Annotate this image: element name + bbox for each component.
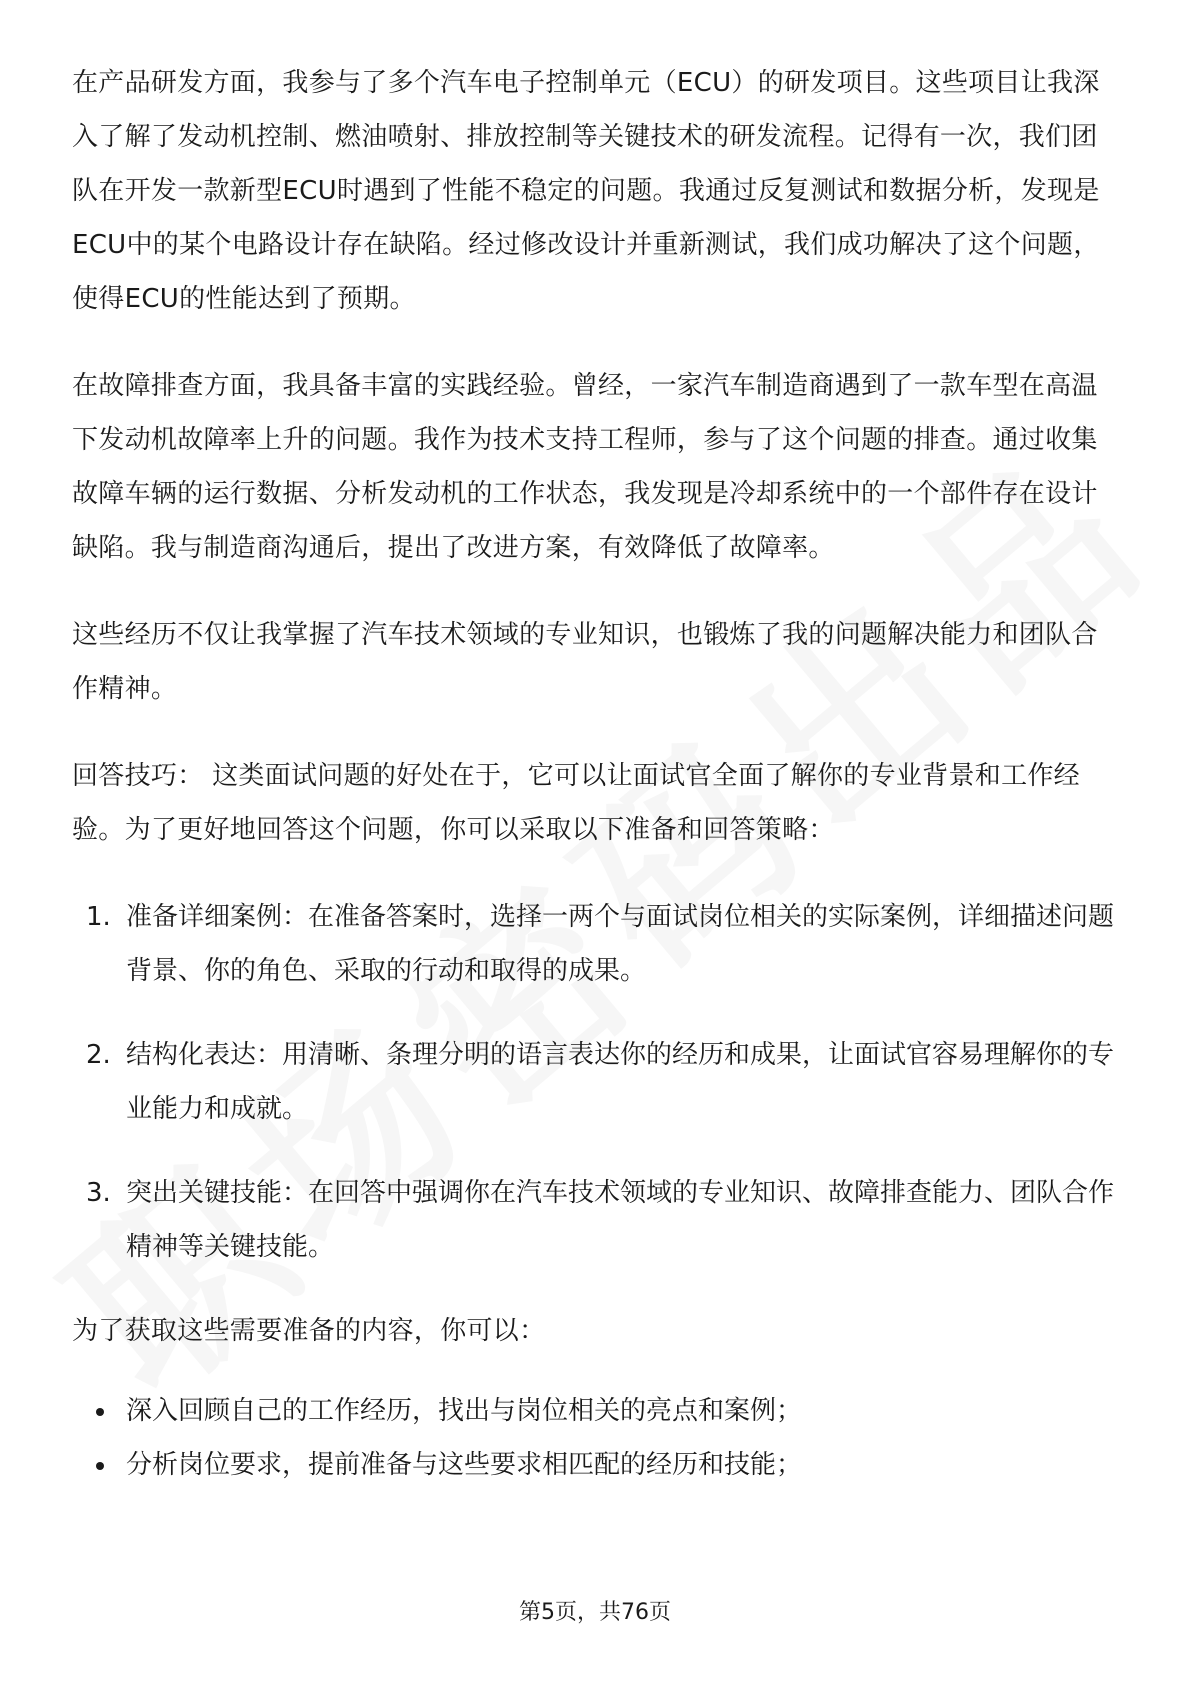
bullet-icon — [96, 1462, 104, 1470]
list-item — [72, 1384, 1122, 1438]
page-footer: 第5页，共76页 — [519, 1600, 671, 1625]
list-item-text: 准备详细案例：在准备答案时，选择一两个与面试岗位相关的实际案例，详细描述问题背景、你的角色、采取的行动和取得的成果。 — [126, 902, 1115, 986]
list-item — [72, 1028, 1122, 1136]
list-item — [72, 1166, 1122, 1274]
list-item-text: 结构化表达：用清晰、条理分明的语言表达你的经历和成果，让面试官容易理解你的专业能力和成就。 — [126, 1040, 1115, 1124]
list-number: 2. — [86, 1040, 111, 1070]
paragraph-answer-tips: 回答技巧： 这类面试问题的好处在于，它可以让面试官全面了解你的专业背景和工作经验。为了更好地回答这个问题，你可以采取以下准备和回答策略： — [72, 761, 1080, 845]
list-item-text: 分析岗位要求，提前准备与这些要求相匹配的经历和技能； — [126, 1450, 803, 1480]
list-item-text: 深入回顾自己的工作经历，找出与岗位相关的亮点和案例； — [126, 1396, 803, 1426]
list-number: 3. — [86, 1178, 111, 1208]
list-item — [72, 1438, 1122, 1492]
page-content — [72, 56, 1122, 1492]
list-item-text: 突出关键技能：在回答中强调你在汽车技术领域的专业知识、故障排查能力、团队合作精神等关键技能。 — [126, 1178, 1115, 1262]
list-item — [72, 890, 1122, 998]
strategy-list — [72, 890, 1122, 1274]
preparation-list — [72, 1384, 1122, 1492]
paragraph-summary: 这些经历不仅让我掌握了汽车技术领域的专业知识，也锻炼了我的问题解决能力和团队合作精神。 — [72, 620, 1098, 704]
paragraph-rd: 在产品研发方面，我参与了多个汽车电子控制单元（ECU）的研发项目。这些项目让我深入了解了发动机控制、燃油喷射、排放控制等关键技术的研发流程。记得有一次，我们团队在开发一款新型ECU时遇到了性能不稳定的问题。我通过反复测试和数据分析，发现是ECU中的某个电路设计存在缺陷。经过修改设计并重新测试，我们成功解决了这个问题，使得ECU的性能达到了预期。 — [72, 68, 1100, 314]
list-number: 1. — [86, 902, 111, 932]
paragraph-preparation-intro: 为了获取这些需要准备的内容，你可以： — [72, 1316, 546, 1346]
bullet-icon — [96, 1408, 104, 1416]
paragraph-troubleshooting: 在故障排查方面，我具备丰富的实践经验。曾经，一家汽车制造商遇到了一款车型在高温下发动机故障率上升的问题。我作为技术支持工程师，参与了这个问题的排查。通过收集故障车辆的运行数据、分析发动机的工作状态，我发现是冷却系统中的一个部件存在设计缺陷。我与制造商沟通后，提出了改进方案，有效降低了故障率。 — [72, 371, 1098, 563]
